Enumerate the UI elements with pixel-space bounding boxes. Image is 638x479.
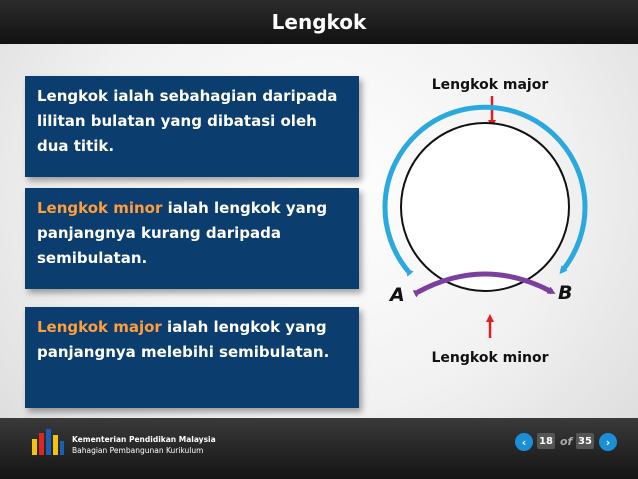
point-b-label: B bbox=[558, 282, 573, 304]
chevron-left-icon: ‹ bbox=[521, 435, 527, 449]
major-arc-label: Lengkok major bbox=[431, 77, 549, 93]
definition-box bbox=[25, 76, 359, 177]
circle bbox=[401, 123, 569, 291]
minor-arc-box bbox=[25, 188, 359, 289]
slide-title-bar bbox=[0, 0, 638, 44]
ministry-info bbox=[72, 434, 216, 456]
definition-text: Lengkok ialah sebahagian daripada lilitan bulatan yang dibatasi oleh dua titik. bbox=[37, 87, 338, 155]
ministry-logo-icon bbox=[30, 427, 66, 459]
current-page: 18 bbox=[537, 433, 555, 449]
point-a-label: A bbox=[390, 284, 405, 306]
chevron-right-icon: › bbox=[605, 435, 611, 449]
next-slide-button[interactable] bbox=[599, 433, 617, 451]
arc-diagram bbox=[380, 66, 620, 376]
slide-title: Lengkok bbox=[271, 10, 367, 34]
major-arc-box bbox=[25, 307, 359, 408]
of-label: of bbox=[560, 435, 573, 448]
minor-arc-term: Lengkok minor bbox=[37, 199, 163, 217]
prev-slide-button[interactable] bbox=[515, 433, 533, 451]
minor-arc-label: Lengkok minor bbox=[431, 350, 549, 366]
division-name: Bahagian Pembangunan Kurikulum bbox=[72, 446, 204, 455]
major-arc-definition: ialah lengkok yang panjangnya melebihi semibulatan. bbox=[37, 318, 330, 361]
minor-arc-definition: ialah lengkok yang panjangnya kurang daripada semibulatan. bbox=[37, 199, 328, 267]
ministry-name: Kementerian Pendidikan Malaysia bbox=[72, 435, 216, 444]
major-arc-term: Lengkok major bbox=[37, 318, 162, 336]
total-pages: 35 bbox=[576, 433, 594, 449]
